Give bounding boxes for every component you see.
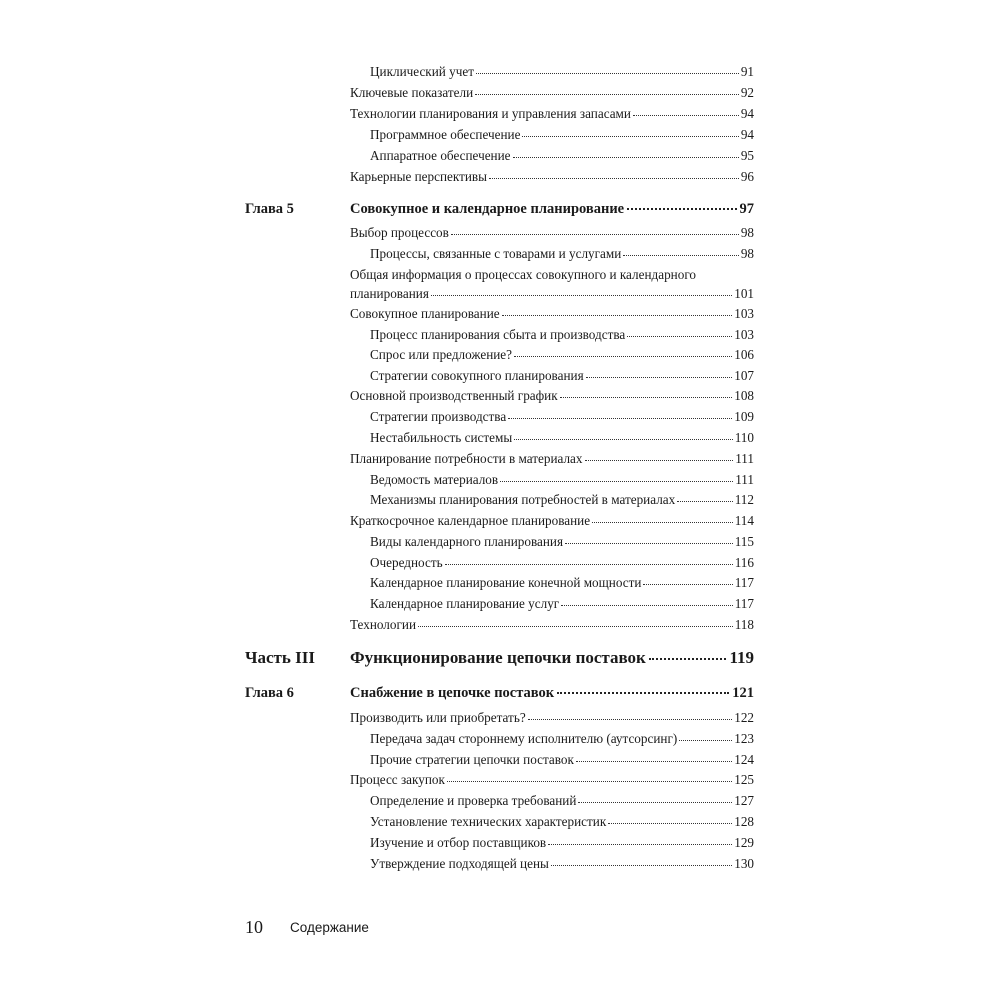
dot-leader [592,522,733,523]
dot-leader [528,719,733,720]
toc-entry[interactable] [350,452,754,465]
dot-leader [679,740,732,741]
toc-entry-page: 117 [734,596,754,611]
dot-leader [627,208,736,210]
chapter-label: Глава 6 [245,685,294,701]
toc-entry[interactable] [370,473,754,486]
dot-leader [447,781,732,782]
dot-leader [522,136,738,137]
toc-entry-page: 123 [734,731,754,746]
toc-entry-title: Выбор процессов [350,225,449,240]
dot-leader [418,626,733,627]
toc-entry-page: 91 [740,64,754,79]
dot-leader [633,115,739,116]
dot-leader [445,564,733,565]
chapter-label: Глава 5 [245,201,294,217]
toc-entry-title: Технологии [350,617,417,632]
chapter-heading[interactable] [350,686,754,701]
toc-entry-page: 92 [740,85,754,100]
toc-entry[interactable] [370,597,754,610]
toc-entry[interactable] [370,535,754,548]
toc-entry-page: 128 [734,814,754,829]
dot-leader [565,543,733,544]
toc-entry[interactable] [370,732,754,745]
dot-leader [431,295,732,296]
chapter-title: Снабжение в цепочке поставок [350,685,555,701]
toc-entry[interactable] [350,514,754,527]
toc-entry-title: Спрос или предложение? [370,347,513,362]
toc-entry-page: 96 [740,169,754,184]
toc-entry-title: Краткосрочное календарное планирование [350,513,591,528]
dot-leader [514,356,732,357]
toc-entry[interactable] [350,307,754,320]
toc-entry-page: 95 [740,148,754,163]
toc-entry-page: 118 [734,617,754,632]
dot-leader [500,481,733,482]
toc-entry-page: 117 [734,575,754,590]
toc-entry[interactable] [370,815,754,828]
toc-entry-title: Аппаратное обеспечение [370,148,511,163]
toc-entry[interactable] [370,410,754,423]
toc-entry-title: Стратегии совокупного планирования [370,368,584,383]
toc-entry-title: Основной производственный график [350,388,558,403]
dot-leader [643,584,732,585]
toc-entry-page: 114 [734,513,754,528]
dot-leader [576,761,732,762]
chapter-page: 121 [732,685,754,701]
toc-entry-page: 106 [734,347,754,362]
dot-leader [623,255,739,256]
toc-entry[interactable] [370,576,754,589]
running-footer-label: Содержание [290,920,369,935]
toc-entry-title: Планирование потребности в материалах [350,451,583,466]
toc-entry-title: Процесс закупок [350,772,445,787]
chapter-title: Совокупное и календарное планирование [350,201,625,217]
toc-entry[interactable] [350,226,754,239]
toc-entry-page: 122 [734,710,754,725]
toc-entry-title: Ключевые показатели [350,85,474,100]
toc-entry-page: 115 [734,534,754,549]
toc-entry-title: Ведомость материалов [370,472,499,487]
toc-entry-title: Процессы, связанные с товарами и услугами [370,246,622,261]
dot-leader [476,73,739,74]
dot-leader [608,823,732,824]
toc-entry-title: Производить или приобретать? [350,710,526,725]
dot-leader [585,460,734,461]
toc-entry[interactable] [370,493,754,506]
toc-entry-title: Программное обеспечение [370,127,521,142]
toc-entry-title: Нестабильность системы [370,430,513,445]
toc-entry[interactable] [350,773,754,786]
toc-entry-page: 124 [734,752,754,767]
toc-entry-page: 98 [740,246,754,261]
toc-entry-page: 98 [740,225,754,240]
dot-leader [557,692,729,694]
toc-entry[interactable] [370,753,754,766]
toc-entry-page: 111 [735,472,754,487]
toc-entry-title: Карьерные перспективы [350,169,488,184]
dot-leader [560,397,733,398]
toc-entry[interactable] [370,794,754,807]
toc-entry[interactable] [350,711,754,724]
chapter-page: 97 [739,201,754,217]
toc-entry-page: 109 [734,409,754,424]
toc-entry-page: 127 [734,793,754,808]
toc-entry-title: Календарное планирование конечной мощности [370,575,642,590]
toc-entry[interactable] [370,348,754,361]
toc-entry-title: Общая информация о процессах совокупного и календарного [350,267,696,282]
toc-entry-title: Передача задач стороннему исполнителю (аутсорсинг) [370,731,678,746]
dot-leader [513,157,739,158]
toc-entry-title: Прочие стратегии цепочки поставок [370,752,574,767]
dot-leader [578,802,732,803]
toc-entry[interactable] [350,618,754,631]
toc-entry[interactable] [350,86,754,99]
toc-entry[interactable] [350,170,754,183]
toc-entry-page: 129 [734,835,754,850]
dot-leader [561,605,733,606]
toc-entry-page: 125 [734,772,754,787]
dot-leader [514,439,733,440]
toc-entry-page: 112 [734,492,754,507]
toc-entry[interactable] [370,556,754,569]
dot-leader [551,865,732,866]
toc-entry[interactable] [370,431,754,444]
toc-entry-title: Механизмы планирования потребностей в материалах [370,492,676,507]
toc-entry-page: 110 [734,430,754,445]
toc-entry-title: Стратегии производства [370,409,507,424]
toc-entry-title: Установление технических характеристик [370,814,607,829]
toc-entry[interactable] [350,287,754,300]
dot-leader [508,418,732,419]
toc-entry-page: 94 [740,127,754,142]
toc-entry-page: 94 [740,106,754,121]
part-label: Часть III [245,648,315,667]
toc-entry[interactable] [350,389,754,402]
dot-leader [489,178,739,179]
dot-leader [548,844,732,845]
dot-leader [627,336,732,337]
toc-entry-page: 130 [734,856,754,871]
toc-entry-title-cont: планирования [350,286,429,301]
toc-entry-title: Изучение и отбор поставщиков [370,835,547,850]
dot-leader [677,501,732,502]
toc-entry-title: Определение и проверка требований [370,793,577,808]
toc-entry-title: Виды календарного планирования [370,534,564,549]
toc-entry[interactable] [370,369,754,382]
toc-entry[interactable] [370,149,754,162]
dot-leader [451,234,739,235]
dot-leader [649,658,727,660]
dot-leader [475,94,739,95]
toc-entry-title: Процесс планирования сбыта и производства [370,327,626,342]
toc-entry-title: Очередность [370,555,443,570]
dot-leader [502,315,733,316]
toc-entry[interactable] [370,65,754,78]
toc-entry-page: 107 [734,368,754,383]
part-heading[interactable] [350,649,754,666]
toc-entry-page: 111 [735,451,754,466]
toc-entry-title: Совокупное планирование [350,306,500,321]
part-title: Функционирование цепочки поставок [350,648,646,667]
toc-entry-title: Утверждение подходящей цены [370,856,549,871]
toc-entry-title: Календарное планирование услуг [370,596,560,611]
toc-entry[interactable] [370,247,754,260]
toc-entry[interactable] [370,857,754,870]
dot-leader [586,377,733,378]
toc-entry-page: 108 [734,388,754,403]
toc-entry-title: Технологии планирования и управления запасами [350,106,631,121]
toc-entry-page: 116 [734,555,754,570]
toc-entry[interactable] [370,328,754,341]
toc-entry[interactable] [370,128,754,141]
page-number: 10 [245,917,263,937]
toc-entry-page: 103 [734,306,754,321]
part-page: 119 [729,648,754,667]
toc-entry-page: 103 [734,327,754,342]
chapter-heading[interactable] [350,202,754,217]
toc-entry-page: 101 [734,286,754,301]
toc-entry[interactable] [370,836,754,849]
toc-entry[interactable] [350,107,754,120]
toc-entry-title: Циклический учет [370,64,474,79]
